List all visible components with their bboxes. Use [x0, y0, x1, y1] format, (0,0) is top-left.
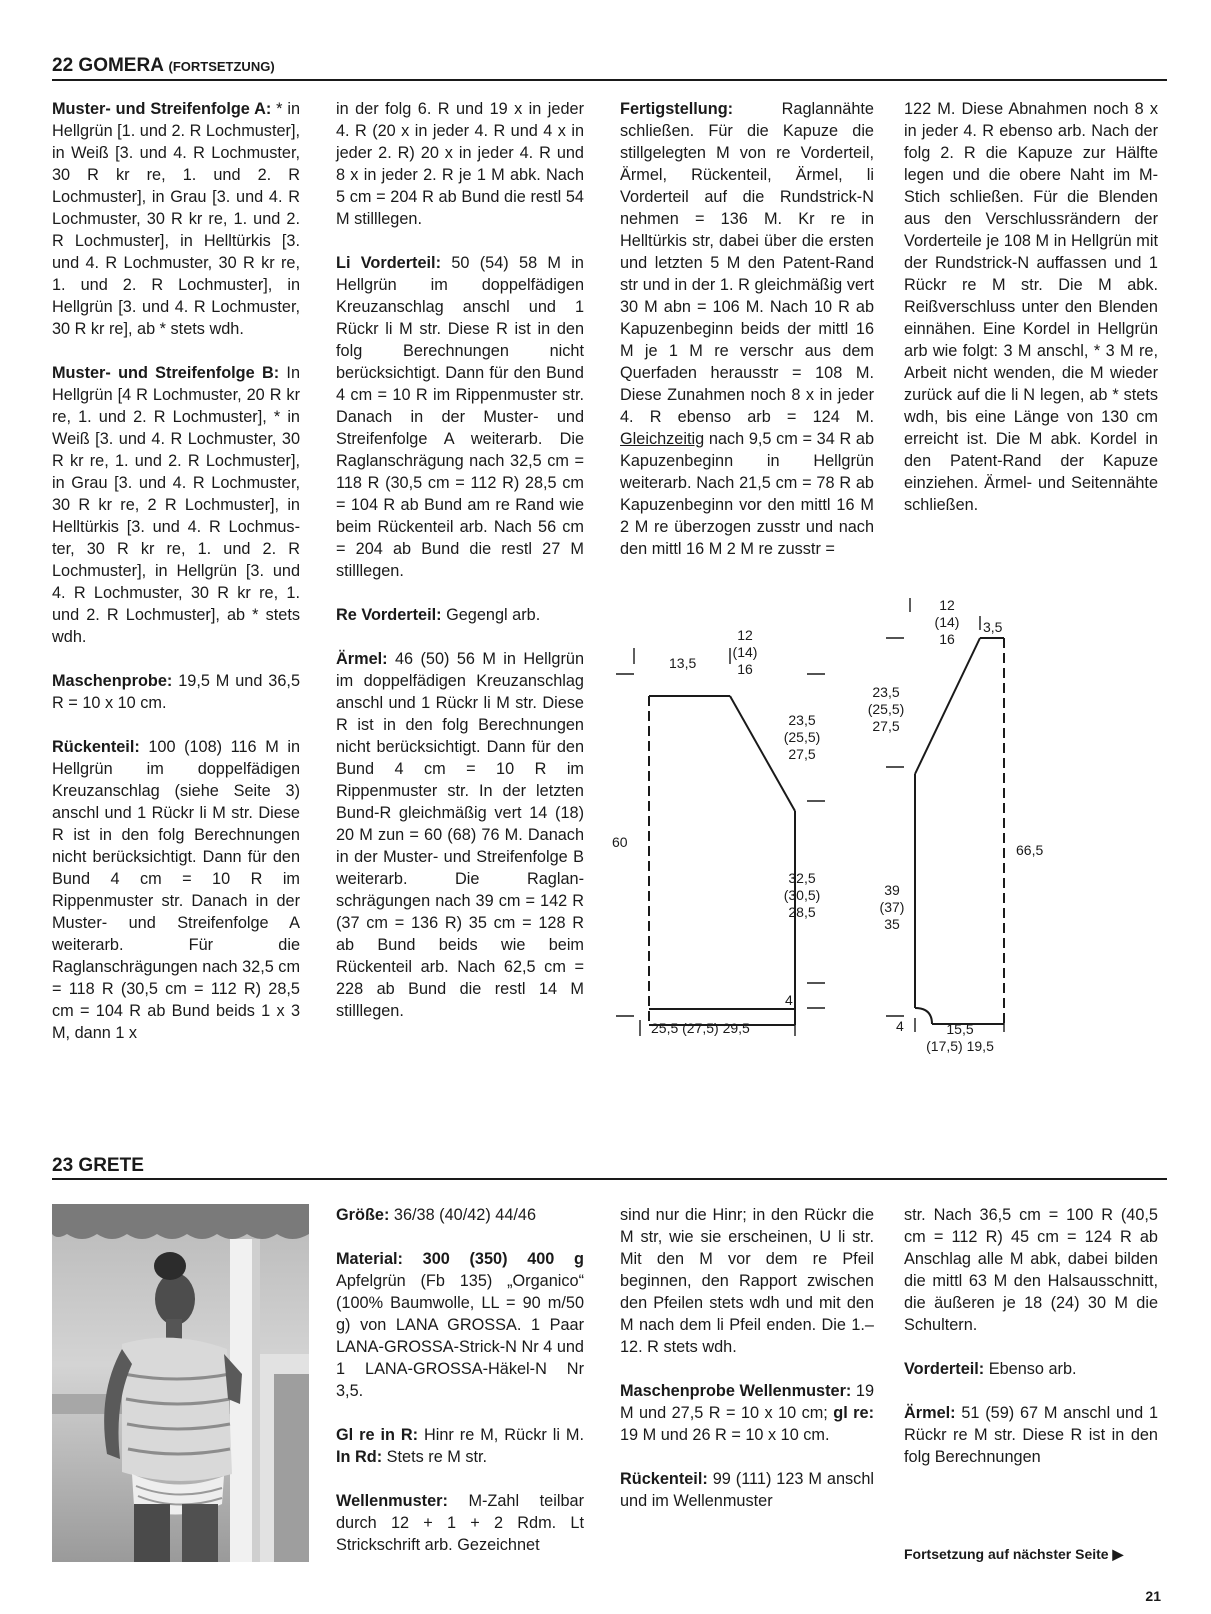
gomera-column-2 [336, 98, 584, 1022]
text: Hinr re M, Rückr li M. [418, 1426, 584, 1444]
text: 100 (108) 116 M in Hellgrün im doppelfädigen Kreuzanschlag (siehe Seite 3) anschl und 1 Rückr li M str. Diese R ist in den folg Berechnungen nicht berücksichtigt. Dann für den Bund 4 cm = 10 R im Rippenmuster str. Danach in der Muster- und Streifenfolge A weiterarb. Für die Raglanschrägungen nach 32,5 cm = 118 R (30,5 cm = 112 R) 28,5 cm = 104 R ab Bund beids 1 x 3 M, dann 1 x [52, 738, 301, 1042]
dim-width-b: (17,5) 19,5 [926, 1038, 994, 1054]
label: Vorderteil: [904, 1360, 985, 1378]
label: Ärmel: [336, 650, 388, 668]
label: Re Vorderteil: [336, 606, 442, 624]
label: Maschenprobe Wellenmuster: [620, 1382, 852, 1400]
dim-body-a: 39 [884, 882, 900, 898]
grete-column-2 [336, 1204, 584, 1556]
text: Ebenso arb. [984, 1360, 1077, 1378]
paragraph [620, 1204, 874, 1358]
paragraph [620, 1468, 874, 1512]
dim-raglan-a: 23,5 [788, 712, 816, 728]
paragraph [336, 648, 584, 1022]
section-title: 22 GOMERA [52, 55, 164, 76]
label: Gl re in R: [336, 1426, 419, 1444]
dim-raglan-b: (25,5) [783, 729, 821, 745]
dim-raglan-a: 23,5 [872, 684, 900, 700]
continuation-note: Fortsetzung auf nächster Seite ▶ [904, 1546, 1124, 1562]
paragraph [52, 670, 300, 714]
dim-width: 25,5 (27,5) 29,5 [651, 1020, 750, 1036]
text: 51 (59) 67 M anschl und 1 Rückr re M str. Diese R ist in den folg Berechnungen [904, 1404, 1158, 1466]
text: In Hellgrün [4 R Lochmuster, 20 R kr re, 1. und 2. R Lochmuster], * in Weiß [3. und 4. R Lochmuster, 30 R kr re, 1. und 2. R Lochmuster], in Grau [3. und 4. R Lochmuster, 30 R kr re, 2 R Lochmuster], in Helltürkis [3. und 4. R Lochmuster, 30 R kr re, 1. und 2. R Lochmuster], in Hellgrün [3. und 4. R Lochmuster, 30 R kr re, 1. und 2. R Lochmuster], ab * stets wdh. [52, 364, 300, 646]
grete-column-3 [620, 1204, 874, 1512]
photo-illustration [52, 1204, 309, 1562]
text: 36/38 (40/42) 44/46 [389, 1206, 537, 1224]
grete-column-4 [904, 1204, 1158, 1468]
text: Gegengl arb. [441, 606, 541, 624]
dim-rib: 4 [785, 992, 793, 1008]
dim-neck-width: 13,5 [669, 655, 697, 671]
text: 19 M und 27,5 R = 10 x 10 cm; [620, 1382, 875, 1422]
dim-body-a: 32,5 [788, 870, 816, 886]
dim-top-b: (14) [934, 614, 960, 630]
label: In Rd: [336, 1448, 383, 1466]
raglan-slope [915, 638, 980, 774]
dim-raglan-c: 27,5 [872, 718, 900, 734]
dim-raglan-c: 27,5 [788, 746, 816, 762]
section-header-gomera [52, 54, 1167, 81]
label: gl re: [833, 1404, 874, 1422]
dim-length: 66,5 [1016, 842, 1044, 858]
label: Größe: [336, 1206, 390, 1224]
dim-raglan-b: (25,5) [867, 701, 905, 717]
text: in der folg 6. R und 19 x in jeder 4. R (20 x in jeder 4. R und 4 x in jeder 2. R) 20 x in jeder 4. R und 8 x in jeder 2. R je 1 M abk. Nach 5 cm = 204 R ab Bund die restl 54 M stilllegen. [336, 100, 584, 228]
paragraph [336, 1204, 584, 1226]
dim-top-c: 16 [737, 661, 753, 677]
paragraph [52, 736, 300, 1044]
paragraph [52, 362, 300, 648]
text: sind nur die Hinr; in den Rückr die M str, wie sie erscheinen, U li str. Mit den M vor dem re Pfeil beginnen, den Rapport zwischen den Pfeilen stets wdh und mit den M nach dem li Pfeil enden. Die 1.–12. R stets wdh. [620, 1206, 874, 1356]
label: Li Vorderteil: [336, 254, 441, 272]
text: nach 9,5 cm = 34 R ab Kapuzenbeginn in Hellgrün weiterarb. Nach 21,5 cm = 78 R ab Kapuzenbeginn vor den mittl 16 M 2 M re überzogen zusstr und nach den mittl 16 M 2 M re zusstr = [620, 430, 874, 558]
paragraph [52, 98, 300, 340]
cuff-curve [915, 1008, 932, 1024]
underlined-text: Gleichzeitig [620, 430, 705, 448]
text: Stets re M str. [382, 1448, 488, 1466]
paragraph [904, 1204, 1158, 1336]
paragraph [336, 1424, 584, 1468]
text: 99 (111) 123 M anschl und im Wellenmuster [620, 1470, 874, 1510]
paragraph [336, 1248, 584, 1402]
section-title: 23 GRETE [52, 1155, 144, 1176]
dim-body-b: (30,5) [783, 887, 821, 903]
dim-length: 60 [612, 834, 628, 850]
text: * in Hellgrün [1. und 2. R Lochmuster], in Weiß [3. und 4. R Lochmuster, 30 R kr re, 1. und 2. R Lochmuster], in Grau [3. und 4. R Lochmuster, 30 R kr re, 1. und 2. R Lochmuster], in Helltürkis [3. und 4. R Lochmuster, 30 R kr re, 1. und 2. R Lochmuster], in Hellgrün [3. und 4. R Lochmuster, 30 R kr re], ab * stets wdh. [52, 100, 300, 338]
dim-width-a: 15,5 [946, 1021, 974, 1037]
label: Maschenprobe: [52, 672, 173, 690]
text: Raglannähte schließen. Für die Kapuze die stillgelegten M von re Vorderteil, Ärmel, Rückenteil, Ärmel, li Vorderteil auf die Rundstrick-N nehmen = 136 M. Kr re in Helltürkis str, dabei über die ersten und letzten 5 M den Patent-Rand str und in der 1. R gleichmäßig vert 30 M abn = 106 M. Nach 10 R ab Kapuzenbeginn beids der mittl 16 M je 1 M re verschr aus dem Querfaden herausstr = 108 M. Diese Zunahmen noch 8 x in jeder 4. R ebenso arb = 124 M. [620, 100, 874, 426]
model-photo [52, 1204, 309, 1562]
schematic-body-piece [612, 628, 820, 1076]
dim-top-a: 12 [939, 597, 955, 613]
label: Muster- und Streifenfolge B: [52, 364, 280, 382]
paragraph [904, 1402, 1158, 1468]
dim-body-b: (37) [879, 899, 905, 915]
text: M-Zahl teilbar durch 12 + 1 + 2 Rdm. Lt Strickschrift arb. Gezeichnet [336, 1492, 584, 1554]
paragraph [336, 98, 584, 230]
dim-rib: 4 [896, 1018, 904, 1034]
dim-top-c: 16 [939, 631, 955, 647]
gomera-column-3 [620, 98, 874, 560]
section-header-grete [52, 1154, 1167, 1180]
raglan-slope [730, 696, 795, 811]
dim-body-c: 35 [884, 916, 900, 932]
text: 19 M und 26 R = 10 x 10 cm. [620, 1426, 830, 1444]
schematic-sleeve [867, 597, 1050, 1076]
dim-top-b: (14) [732, 644, 758, 660]
paragraph [620, 1380, 874, 1446]
label: Rückenteil: [620, 1470, 708, 1488]
gomera-column-4 [904, 98, 1158, 516]
text: 50 (54) 58 M in Hellgrün im doppelfädigen Kreuzanschlag anschl und 1 Rückr li M str. Diese R ist in den folg Berechnungen nicht berücksichtigt. Dann für den Bund 4 cm = 10 R im Rippenmuster str. Danach in der Muster- und Streifenfolge A weiterarb. Die Raglanschrägung nach 32,5 cm = 118 R (30,5 cm = 112 R) 28,5 cm = 104 R ab Bund am re Rand wie beim Rückenteil arb. Nach 56 cm = 204 ab Bund die restl 27 M stilllegen. [336, 254, 584, 580]
label: Fertigstellung: [620, 100, 734, 118]
paragraph [904, 98, 1158, 516]
paragraph [336, 252, 584, 582]
page-number: 21 [1145, 1588, 1161, 1604]
dim-top-right: 3,5 [983, 619, 1003, 635]
dim-top-a: 12 [737, 627, 753, 643]
label: Muster- und Streifenfolge A: [52, 100, 272, 118]
text: Apfelgrün (Fb 135) „Organico“ (100% Baumwolle, LL = 90 m/50 g) von LANA GROSSA. 1 Paar LANA-GROSSA-Strick-N Nr 4 und 1 LANA-GROSSA-Häkel-N Nr 3,5. [336, 1272, 584, 1400]
section-subtitle: (FORTSETZUNG) [168, 59, 275, 74]
paragraph [336, 1490, 584, 1556]
text: 122 M. Diese Abnahmen noch 8 x in jeder 4. R ebenso arb. Nach der folg 2. R die Kapuze zur Hälfte legen und die obere Naht im M-Stich schließen. Für die Blenden aus den Verschlussrändern der Vorderteile je 108 M in Hellgrün mit der Rundstrick-N auffassen und 1 Rückr re M str. Die M abk. Reißverschluss unter den Blenden einnähen. Eine Kordel in Hellgrün arb wie folgt: 3 M anschl, * 3 M re, Arbeit nicht wenden, die M wieder zurück auf die li N legen, ab * stets wdh, bis eine Länge von 130 cm erreicht ist. Die M abk. Kordel in den Patent-Rand der Kapuze einziehen. Ärmel- und Seitennähte schließen. [904, 100, 1158, 514]
paragraph [336, 604, 584, 626]
label: Material: 300 (350) 400 g [336, 1250, 584, 1268]
text: 46 (50) 56 M in Hellgrün im doppelfädigen Kreuzanschlag anschl und 1 Rückr li M str. Diese R ist in den folg Berechnungen nicht berücksichtigt. Dann für den Bund 4 cm = 10 R im Rippenmuster str. In der letzten Bund-R gleichmäßig vert 14 (18) 20 M zun = 60 (68) 76 M. Danach in der Muster- und Streifenfolge B weiterarb. Die Raglanschrägungen nach 39 cm = 142 R (37 cm = 136 R) 35 cm = 128 R ab Bund beids wie beim Rückenteil arb. Nach 62,5 cm = 228 ab Bund die restl 14 M stilllegen. [336, 650, 584, 1020]
label: Ärmel: [904, 1404, 956, 1422]
paragraph [620, 98, 874, 560]
gomera-column-1 [52, 98, 300, 1044]
paragraph [904, 1358, 1158, 1380]
text: 19,5 M und 36,5 R = 10 x 10 cm. [52, 672, 300, 712]
label: Rückenteil: [52, 738, 140, 756]
label: Wellenmuster: [336, 1492, 448, 1510]
dim-body-c: 28,5 [788, 904, 816, 920]
text: str. Nach 36,5 cm = 100 R (40,5 cm = 112 R) 45 cm = 124 R ab Anschlag alle M abk, dabei bilden die mittl 63 M den Halsausschnitt, die äußeren je 18 (24) 30 M die Schultern. [904, 1206, 1158, 1334]
